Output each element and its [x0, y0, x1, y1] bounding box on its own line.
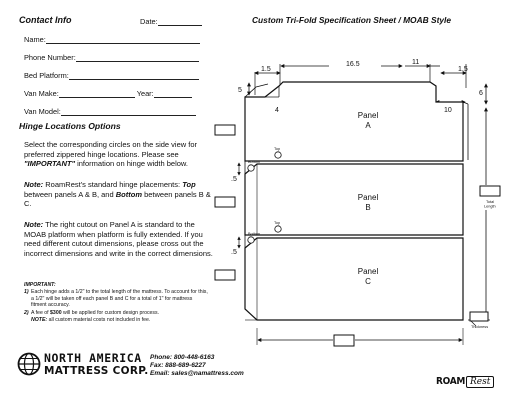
note-text-3: between panels B & C.	[24, 189, 211, 209]
total-length-label: Total Length	[484, 200, 496, 209]
important-title: IMPORTANT:	[24, 282, 56, 288]
van-make-label: Van Make:	[24, 89, 59, 98]
van-model-label: Van Model:	[24, 107, 61, 116]
name-label: Name:	[24, 35, 46, 44]
panel-b-length-box[interactable]	[215, 197, 235, 207]
company-logo-top: NORTH AMERICA	[44, 351, 142, 365]
hinge-ab-bottom-label: Bottom	[248, 160, 261, 164]
hinge-bc-bottom-circle[interactable]	[248, 237, 254, 243]
company-email: Email: sales@namattress.com	[150, 370, 244, 378]
panel-a-label: Panel	[357, 111, 379, 120]
hinge-title: Hinge Locations Options	[19, 121, 121, 131]
sheet-title: Custom Tri-Fold Specification Sheet / MOAB Style	[252, 15, 452, 25]
bottom-emphasis: Bottom	[115, 189, 142, 199]
panel-c-length-box[interactable]	[215, 270, 235, 280]
panel-c-label: Panel	[357, 267, 379, 276]
fee-amount: $300	[50, 310, 62, 316]
panel-c-letter: C	[365, 277, 371, 286]
dim-hinge-2: .5	[231, 249, 237, 256]
panel-b-label: Panel	[357, 193, 379, 202]
panel-b-letter: B	[365, 203, 371, 212]
dim-16-5: 16.5	[346, 61, 360, 68]
hinge-instructions-tail: information on hinge width below.	[77, 159, 188, 169]
thickness-label: Thickness	[471, 325, 489, 329]
note-text: RoamRest's standard hinge placements:	[45, 180, 181, 189]
cutout-height-box[interactable]	[215, 125, 235, 135]
dim-6: 6	[479, 90, 483, 97]
company-fax: Fax: 888-689-6227	[150, 362, 206, 370]
panel-a-letter: A	[365, 121, 371, 130]
company-logo-bottom: MATTRESS CORP.	[44, 365, 149, 377]
roamrest-logo-right: Rest	[466, 376, 494, 388]
note-cutout-text: The right cutout on Panel A is standard to the MOAB platform when platform is fully extended. If you need different cutout dimensions, please cross out the incorrect dimensions and write in the correct dimensions.	[24, 220, 213, 258]
width-box[interactable]	[334, 335, 354, 346]
contact-info-title: Contact Info	[19, 15, 72, 25]
hinge-ab-top-label: Top	[274, 147, 281, 151]
bed-platform-label: Bed Platform:	[24, 71, 69, 80]
dim-10: 10	[444, 107, 452, 114]
note-text-2: between panels A & B, and	[24, 189, 114, 199]
date-label: Date:	[140, 17, 158, 26]
dim-5: 5	[238, 87, 242, 94]
dim-11: 11	[412, 59, 420, 66]
note-label-2: Note:	[24, 220, 44, 229]
top-emphasis: Top	[182, 180, 196, 189]
hinge-ab-bottom-circle[interactable]	[248, 165, 254, 171]
dim-4: 4	[275, 107, 279, 114]
company-phone: Phone: 800-448-6163	[150, 354, 215, 361]
roamrest-logo-left: ROAM	[436, 376, 466, 387]
dim-hinge-1: .5	[231, 176, 237, 183]
dim-1-5-left: 1.5	[261, 66, 271, 73]
phone-label: Phone Number:	[24, 53, 76, 62]
fee-note-label: NOTE:	[31, 316, 48, 323]
hinge-bc-top-circle[interactable]	[275, 226, 281, 232]
fee-text: A fee of	[31, 310, 49, 316]
hinge-instructions-text: Select the corresponding circles on the side view for preferred zippered hinge locations. Please see	[24, 140, 198, 159]
year-label: Year:	[136, 89, 154, 98]
thickness-box[interactable]	[470, 312, 488, 321]
important-num-1: 1)	[24, 289, 29, 295]
important-ref: "IMPORTANT"	[24, 159, 75, 169]
dim-1-5-right: 1.5	[458, 66, 468, 73]
note-label: Note:	[24, 180, 44, 189]
fee-note: all custom material costs not included in fee.	[48, 316, 151, 323]
hinge-bc-top-label: Top	[274, 221, 281, 225]
total-length-box[interactable]	[480, 186, 500, 196]
fee-text-2: will be applied for custom design process.	[63, 310, 160, 316]
important-item-1: Each hinge adds a 1/2" to the total length of the mattress. To account for this, a 1/2" will be taken off each panel B and C for a total of 1" for mattress fitment accuracy.	[31, 289, 208, 309]
hinge-bc-bottom-label: Bottom	[248, 232, 261, 236]
hinge-ab-top-circle[interactable]	[275, 152, 281, 158]
important-num-2: 2)	[24, 310, 29, 316]
